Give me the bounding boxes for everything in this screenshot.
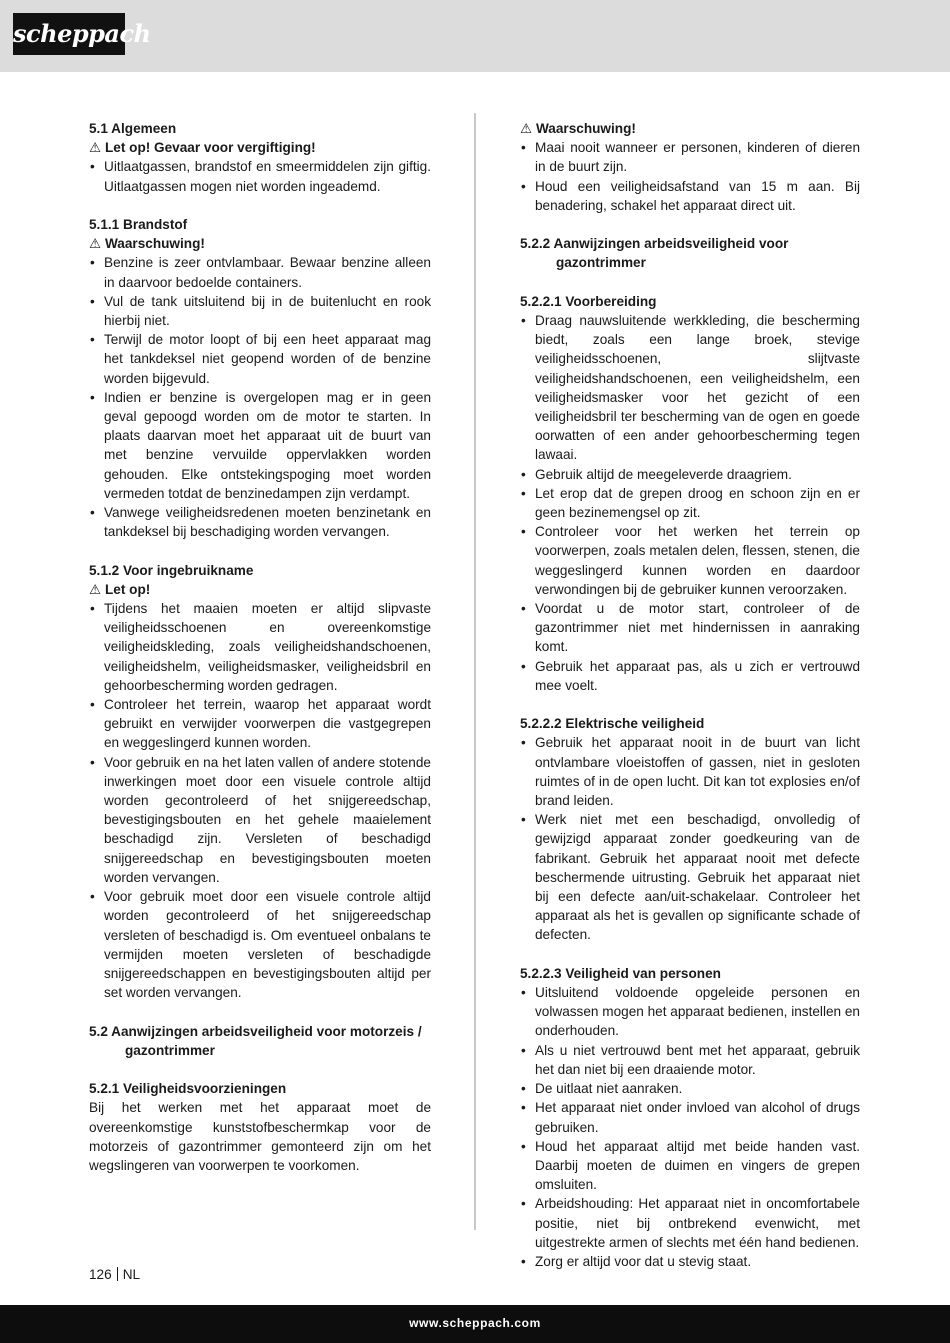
warning-line [89, 234, 431, 253]
list-item: • Werk niet met een beschadigd, onvolledig of gewijzigd apparaat zonder goedkeuring van de fabrikant. Gebruik het apparaat nooit met defecte beschermende uitrusting. Gebruik het apparaat niet bij een defecte aan/uit-schakelaar. Controleer het apparaat als het is gevallen op significante schade of defecten. [520, 810, 860, 944]
column-divider [474, 113, 476, 1230]
bullet-list [520, 733, 860, 944]
bullet-list [89, 599, 431, 1002]
bullet-list [89, 157, 431, 195]
warning-text: Let op! [104, 581, 151, 597]
list-item: • Uitlaatgassen, brandstof en smeermiddelen zijn giftig. Uitlaatgassen mogen niet worden ingeademd. [89, 157, 431, 195]
list-item: • Vul de tank uitsluitend bij in de buitenlucht en rook hierbij niet. [89, 292, 431, 330]
list-item: • Let erop dat de grepen droog en schoon zijn en er geen bezinemengsel op zit. [520, 484, 860, 522]
warning-triangle-icon: ⚠ [89, 581, 102, 597]
list-item: • Uitsluitend voldoende opgeleide personen en volwassen mogen het apparaat bedienen, instellen en onderhouden. [520, 983, 860, 1041]
list-item: • Voor gebruik moet door een visuele controle altijd worden gecontroleerd of het snijgereedschap versleten of beschadigd is. Om eventueel onbalans te vermijden moeten versleten of beschadigde snijgereedschappen en bevestigingsbouten altijd per set worden vervangen. [89, 887, 431, 1002]
scheppach-logo: scheppach [13, 13, 125, 55]
bullet-list [520, 311, 860, 695]
right-column [520, 119, 860, 1271]
list-item: • Voordat u de motor start, controleer of de gazontrimmer niet met hindernissen in aanraking komt. [520, 599, 860, 657]
bullet-list [89, 253, 431, 541]
warning-line [520, 119, 860, 138]
list-item: • Gebruik het apparaat pas, als u zich er vertrouwd mee voelt. [520, 657, 860, 695]
list-item: • Vanwege veiligheidsredenen moeten benzinetank en tankdeksel bij beschadiging worden vervangen. [89, 503, 431, 541]
list-item: • Draag nauwsluitende werkkleding, die bescherming biedt, zoals een lange broek, stevige veiligheidsschoenen, slijtvaste veiligheidshandschoenen, een veiligheidshelm, een veiligheidsmasker voor het gezicht of een veiligheidsbril ter bescherming van de ogen en goede oorwatten of een ander gehoorbescherming tegen lawaai. [520, 311, 860, 465]
warning-text: Let op! Gevaar voor vergiftiging! [104, 140, 316, 156]
section-5-2-2-title: 5.2.2 Aanwijzingen arbeidsveiligheid voor gazontrimmer [520, 236, 789, 271]
list-item: • Controleer voor het werken het terrein op voorwerpen, zoals metalen delen, flessen, stenen, die weggeslingerd kunnen worden en daardoor verwondingen bij de gebruiker kunnen veroorzaken. [520, 522, 860, 599]
warning-line [89, 580, 431, 599]
list-item: • Zorg er altijd voor dat u stevig staat. [520, 1252, 860, 1271]
warning-text: Waarschuwing! [535, 121, 636, 136]
language-code: NL [122, 1267, 141, 1282]
list-item: • Arbeidshouding: Het apparaat niet in oncomfortabele positie, niet bij ontbrekend evenwicht, met uitgestrekte armen of slechts met één hand bedienen. [520, 1194, 860, 1252]
section-5-2-1-title: 5.2.1 Veiligheidsvoorzieningen [89, 1081, 287, 1097]
left-column [89, 119, 431, 1175]
page-header [0, 0, 950, 72]
list-item: • Benzine is zeer ontvlambaar. Bewaar benzine alleen in daarvoor bedoelde containers. [89, 253, 431, 291]
list-item: • Maai nooit wanneer er personen, kinderen of dieren in de buurt zijn. [520, 138, 860, 176]
bullet-list [520, 983, 860, 1271]
body-paragraph: Bij het werken met het apparaat moet de overeenkomstige kunststofbeschermkap voor de motorzeis of gazontrimmer gemonteerd zijn om het wegslingeren van voorwerpen te voorkomen. [89, 1100, 431, 1173]
list-item: • Indien er benzine is overgelopen mag er in geen geval gepoogd worden om de motor te starten. In plaats daarvan moet het apparaat uit de buurt van met benzine vervuilde oppervlakken worden gehouden. Elke ontstekingspoging moet worden vermeden totdat de benzinedampen zijn verdampt. [89, 388, 431, 503]
list-item: • Voor gebruik en na het laten vallen of andere stotende inwerkingen moet door een visuele controle altijd worden gecontroleerd of het snijgereedschap, bevestigingsbouten en het gehele maaielement beschadigd zijn. Versleten of beschadigd snijgereedschap en bevestigingsbouten moeten worden vervangen. [89, 753, 431, 887]
page-number: 126 [89, 1267, 112, 1282]
website-link[interactable]: www.scheppach.com [409, 1316, 541, 1330]
section-5-2-title: 5.2 Aanwijzingen arbeidsveiligheid voor motorzeis / gazontrimmer [89, 1023, 422, 1058]
list-item: • Houd het apparaat altijd met beide handen vast. Daarbij moeten de duimen en vingers de grepen omsluiten. [520, 1137, 860, 1195]
section-5-2-2-1-title: 5.2.2.1 Voorbereiding [520, 293, 657, 309]
list-item: • Tijdens het maaien moeten er altijd slipvaste veiligheidsschoenen en overeenkomstige veiligheidskleding, zoals veiligheidshandschoenen, veiligheidshelm, veiligheidsmasker, veiligheidsbril en gehoorbescherming worden gedragen. [89, 599, 431, 695]
list-item: • Het apparaat niet onder invloed van alcohol of drugs gebruiken. [520, 1098, 860, 1136]
section-5-2-2-2-title: 5.2.2.2 Elektrische veiligheid [520, 716, 705, 732]
warning-triangle-icon: ⚠ [89, 140, 102, 156]
warning-line [89, 138, 431, 157]
warning-triangle-icon: ⚠ [89, 236, 102, 252]
list-item: • Controleer het terrein, waarop het apparaat wordt gebruikt en verwijder voorwerpen die vastgegrepen en weggeslingerd kunnen worden. [89, 695, 431, 753]
page-footer [0, 1305, 950, 1343]
list-item: • Gebruik het apparaat nooit in de buurt van licht ontvlambare vloeistoffen of gassen, niet in gesloten ruimtes of in de open lucht. Dit kan tot explosies en/of brand leiden. [520, 733, 860, 810]
page-number-line [89, 1265, 140, 1284]
list-item: • Houd een veiligheidsafstand van 15 m aan. Bij benadering, schakel het apparaat direct uit. [520, 177, 860, 215]
list-item: • Terwijl de motor loopt of bij een heet apparaat mag het tankdeksel niet geopend worden of de benzine worden bijgevuld. [89, 330, 431, 388]
bullet-list [520, 138, 860, 215]
section-5-1-2-title: 5.1.2 Voor ingebruikname [89, 562, 254, 578]
section-5-2-2-3-title: 5.2.2.3 Veiligheid van personen [520, 965, 721, 981]
section-5-1-title: 5.1 Algemeen [89, 121, 177, 136]
list-item: • Gebruik altijd de meegeleverde draagriem. [520, 465, 860, 484]
warning-text: Waarschuwing! [104, 236, 205, 252]
list-item: • Als u niet vertrouwd bent met het apparaat, gebruik het dan niet bij een draaiende motor. [520, 1041, 860, 1079]
separator [117, 1267, 118, 1281]
section-5-1-1-title: 5.1.1 Brandstof [89, 217, 188, 232]
warning-triangle-icon: ⚠ [520, 121, 533, 136]
list-item: • De uitlaat niet aanraken. [520, 1079, 860, 1098]
